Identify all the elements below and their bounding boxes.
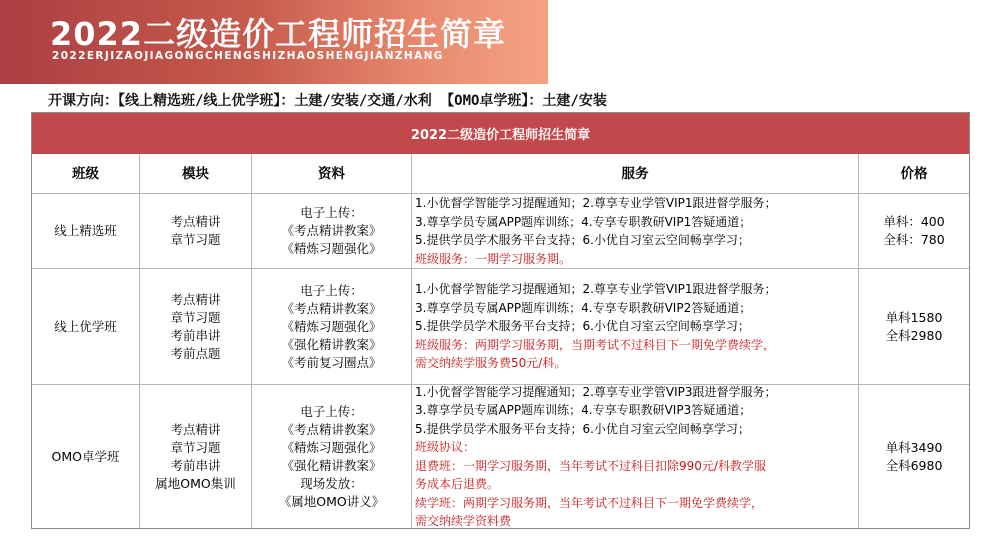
service-line: 5.提供学员学术服务平台支持；6.小优自习室云空间畅享学习； <box>415 319 750 334</box>
service-note: 班级协议： <box>415 440 476 454</box>
header-price: 价格 <box>859 154 969 194</box>
service-line: 5.提供学员学术服务平台支持；6.小优自习室云空间畅享学习； <box>415 233 750 247</box>
service-note: 退费班：一期学习服务期，当年考试不过科目扣除990元/科教学服 <box>415 458 766 473</box>
table-title: 2022二级造价工程师招生简章 <box>32 113 969 154</box>
service-note: 班级服务：一期学习服务期。 <box>415 251 572 266</box>
material-item: 《强化精讲教案》 <box>281 336 382 352</box>
material-item: 《精炼习题强化》 <box>281 318 382 334</box>
service-note: 班级服务：两期学习服务期，当期考试不过科目下一期免学费续学， <box>415 337 776 352</box>
material-item: 《考点精讲教案》 <box>281 300 382 316</box>
banner-title: 2022二级造价工程师招生简章 <box>50 15 507 53</box>
material-item: 电子上传： <box>300 205 363 220</box>
service-line: 1.小优督学智能学习提醒通知；2.尊享专业学管VIP3跟进督学服务； <box>415 385 777 399</box>
row1-price <box>859 194 969 269</box>
row2-class: 线上优学班 <box>32 269 140 385</box>
module-item: 考点精讲 <box>170 421 221 437</box>
module-item: 章节习题 <box>170 439 221 455</box>
material-item: 电子上传： <box>300 282 363 298</box>
header-class: 班级 <box>32 154 140 194</box>
course-directions: 开课方向：【线上精选班/线上优学班】：土建/安装/交通/水利 【OMO卓学班】：土建/安装 <box>48 93 607 109</box>
module-item: 考前点题 <box>170 345 221 361</box>
row2-price <box>859 269 969 385</box>
material-item: 《考点精讲教案》 <box>281 223 382 238</box>
material-item: 《精炼习题强化》 <box>281 439 382 455</box>
service-line: 1.小优督学智能学习提醒通知；2.尊享专业学管VIP1跟进督学服务； <box>415 196 777 210</box>
service-note: 需交纳续学服务费50元/科。 <box>415 356 567 371</box>
row2-services <box>412 269 859 385</box>
price-single: 单科1580 <box>885 309 943 325</box>
row3-price <box>859 385 969 528</box>
service-line: 3.尊享学员专属APP题库训练；4.专享专职教研VIP3答疑通道； <box>415 403 752 417</box>
price-all: 全科：780 <box>883 232 945 247</box>
service-note: 续学班：两期学习服务期，当年考试不过科目下一期免学费续学， <box>415 495 764 510</box>
price-all: 全科2980 <box>885 327 943 343</box>
module-item: 章节习题 <box>170 309 221 325</box>
row1-materials <box>252 194 412 269</box>
price-single: 单科：400 <box>883 214 945 229</box>
service-line: 3.尊享学员专属APP题库训练；4.专享专职教研VIP2答疑通道； <box>415 300 752 315</box>
price-single: 单科3490 <box>885 439 943 455</box>
header-module: 模块 <box>140 154 252 194</box>
enrollment-table <box>31 112 970 529</box>
price-all: 全科6980 <box>885 457 943 473</box>
row1-modules <box>140 194 252 269</box>
material-item: 现场发放： <box>300 475 363 491</box>
material-item: 《考点精讲教案》 <box>281 421 382 437</box>
row3-modules <box>140 385 252 528</box>
module-item: 章节习题 <box>170 232 221 247</box>
service-line: 1.小优督学智能学习提醒通知；2.尊享专业学管VIP1跟进督学服务； <box>415 282 777 297</box>
header-banner <box>0 0 548 84</box>
material-item: 《精炼习题强化》 <box>281 241 382 256</box>
service-note: 需交纳续学资料费 <box>415 514 512 528</box>
module-item: 考前串讲 <box>170 457 221 473</box>
module-item: 考前串讲 <box>170 327 221 343</box>
row3-materials <box>252 385 412 528</box>
header-materials: 资料 <box>252 154 412 194</box>
row2-materials <box>252 269 412 385</box>
module-item: 属地OMO集训 <box>155 475 236 491</box>
row1-services <box>412 194 859 269</box>
service-line: 3.尊享学员专属APP题库训练；4.专享专职教研VIP1答疑通道； <box>415 214 752 229</box>
service-note: 务成本后退费。 <box>415 477 500 491</box>
material-item: 电子上传： <box>300 403 363 419</box>
row3-services <box>412 385 859 528</box>
module-item: 考点精讲 <box>170 214 221 229</box>
module-item: 考点精讲 <box>170 291 221 307</box>
service-line: 5.提供学员学术服务平台支持；6.小优自习室云空间畅享学习； <box>415 421 750 436</box>
material-item: 《考前复习圈点》 <box>281 354 382 370</box>
row1-class: 线上精选班 <box>32 194 140 269</box>
banner-subtitle: 2022ERJIZAOJIAGONGCHENGSHIZHAOSHENGJIANZHANG <box>52 50 444 62</box>
row2-modules <box>140 269 252 385</box>
row3-class: OMO卓学班 <box>32 385 140 528</box>
material-item: 《强化精讲教案》 <box>281 457 382 473</box>
header-services: 服务 <box>412 154 859 194</box>
material-item: 《属地OMO讲义》 <box>278 493 385 509</box>
